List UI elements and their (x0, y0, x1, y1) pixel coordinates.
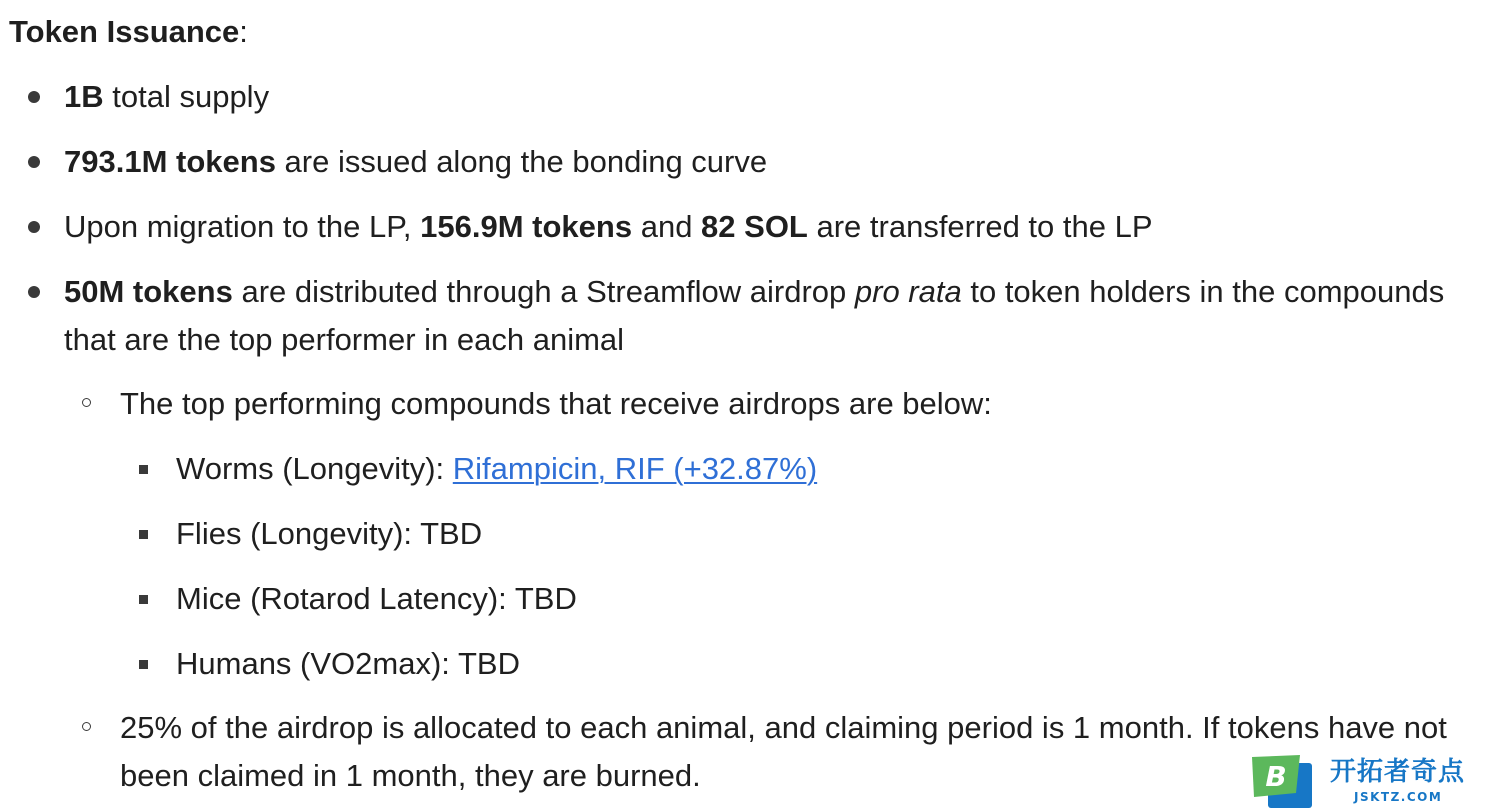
token-issuance-list (9, 73, 1469, 800)
compound-item-flies (120, 510, 1469, 558)
total-supply-text: total supply (103, 79, 270, 114)
document-body (9, 8, 1469, 800)
pro-rata-text: pro rata (854, 274, 962, 309)
bullet-circle (82, 398, 91, 407)
list-item-total-supply (9, 73, 1469, 121)
airdrop-text-b: to token holders in the compounds that are the top performer in each animal (64, 274, 1445, 357)
bullet-square (139, 660, 148, 669)
bullet-disc (28, 91, 40, 103)
top-compounds-text: The top performing compounds that receive airdrops are below: (120, 386, 992, 421)
section-heading (9, 8, 1469, 56)
list-item-bonding-curve (9, 138, 1469, 186)
lp-migration-text-c: are transferred to the LP (807, 209, 1153, 244)
allocation-text: 25% of the airdrop is allocated to each animal, and claiming period is 1 month. If tokens have not been claimed in 1 month, they are burned. (120, 710, 1447, 793)
humans-label: Humans (VO2max): TBD (176, 646, 520, 681)
watermark-logo-icon (1252, 755, 1314, 810)
lp-token-amount: 156.9M tokens (420, 209, 633, 244)
watermark-logo-letter: B (1265, 760, 1287, 793)
compound-item-humans (120, 640, 1469, 688)
airdrop-text-a: are distributed through a Streamflow airdrop (232, 274, 855, 309)
bonding-curve-amount: 793.1M tokens (64, 144, 276, 179)
bullet-disc (28, 286, 40, 298)
compound-item-worms (120, 445, 1469, 493)
bonding-curve-text: are issued along the bonding curve (275, 144, 768, 179)
heading-title: Token Issuance (9, 14, 240, 49)
rifampicin-link[interactable]: Rifampicin, RIF (+32.87%) (452, 451, 818, 486)
airdrop-sublist (64, 380, 1469, 800)
worms-label: Worms (Longevity): (176, 451, 453, 486)
bullet-square (139, 595, 148, 604)
lp-migration-text-a: Upon migration to the LP, (64, 209, 421, 244)
bullet-disc (28, 221, 40, 233)
mice-label: Mice (Rotarod Latency): TBD (176, 581, 577, 616)
total-supply-amount: 1B (64, 79, 104, 114)
bullet-circle (82, 722, 91, 731)
flies-label: Flies (Longevity): TBD (176, 516, 483, 551)
heading-colon: : (239, 14, 248, 49)
list-item-lp-migration (9, 203, 1469, 251)
lp-sol-amount: 82 SOL (701, 209, 808, 244)
airdrop-amount: 50M tokens (64, 274, 233, 309)
sublist-item-top-compounds (64, 380, 1469, 688)
compound-item-mice (120, 575, 1469, 623)
watermark-title: 开拓者奇点 (1330, 757, 1466, 787)
bullet-square (139, 465, 148, 474)
bullet-square (139, 530, 148, 539)
compound-list (120, 445, 1469, 688)
bullet-disc (28, 156, 40, 168)
list-item-airdrop (9, 268, 1469, 800)
watermark-subtitle: JSKTZ.COM (1354, 790, 1443, 804)
lp-migration-text-b: and (632, 209, 702, 244)
watermark (1252, 755, 1487, 810)
